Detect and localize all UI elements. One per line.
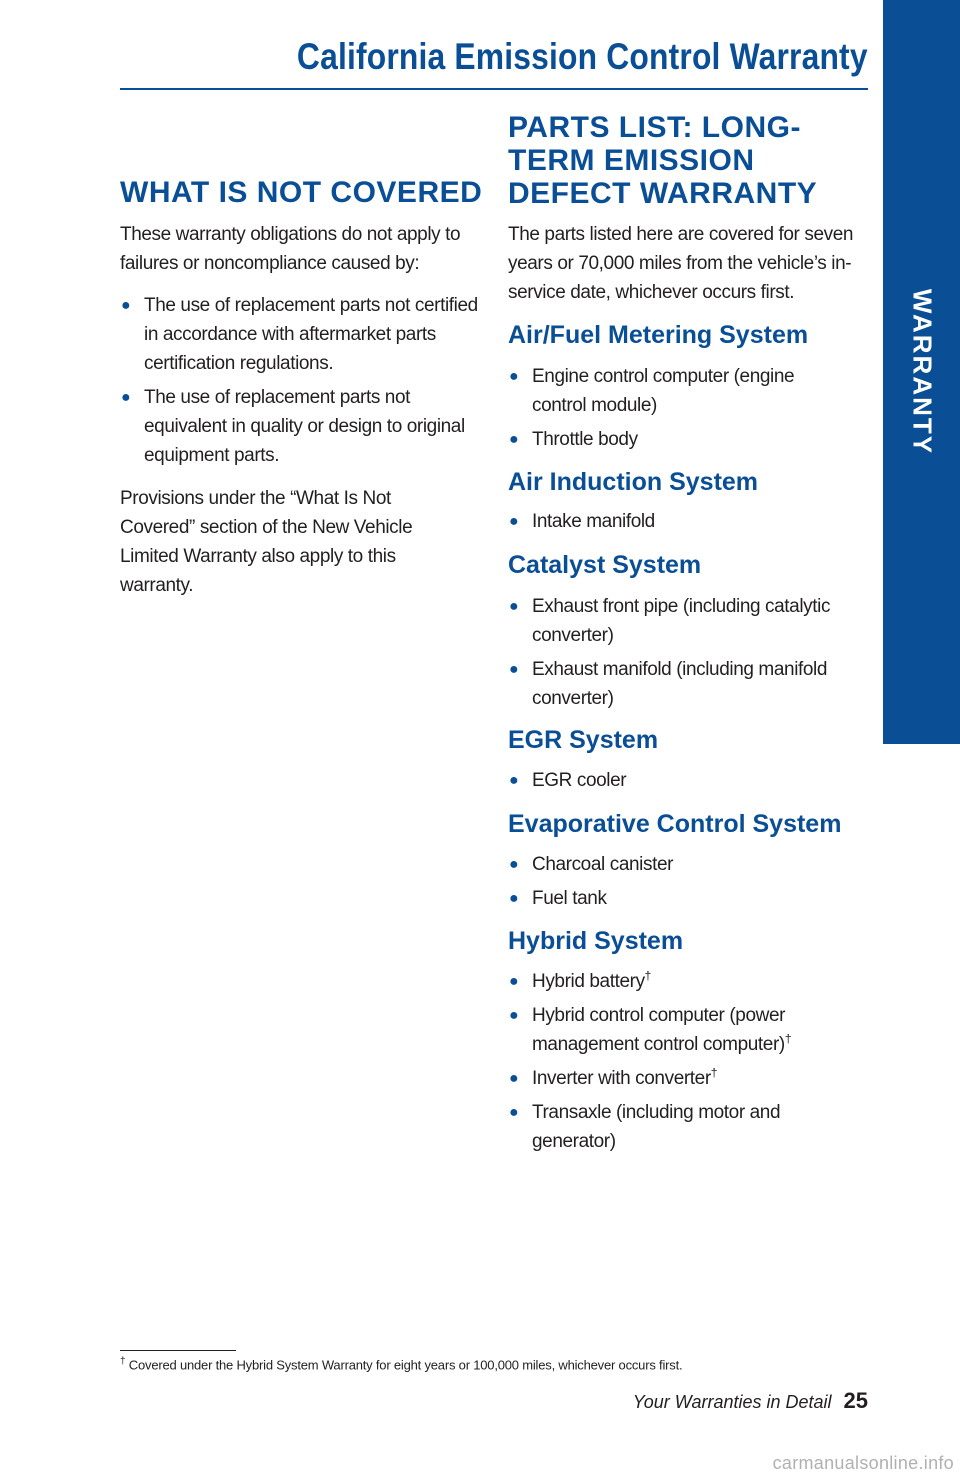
evaporative-control-heading: Evaporative Control System xyxy=(508,810,842,838)
footnote-text: Covered under the Hybrid System Warranty for eight years or 100,000 miles, whichever occurs first. xyxy=(128,1357,683,1373)
watermark: carmanualsonline.info xyxy=(772,1453,954,1473)
bullet-icon: ● xyxy=(509,856,519,873)
hybrid-system-heading: Hybrid System xyxy=(508,927,684,955)
bullet-icon: ● xyxy=(121,297,131,314)
bullet-icon: ● xyxy=(509,890,519,907)
bullet-icon: ● xyxy=(509,1007,519,1024)
air-fuel-metering-heading: Air/Fuel Metering System xyxy=(508,321,809,349)
hybrid-system-list xyxy=(508,967,828,1156)
egr-system-heading: EGR System xyxy=(508,726,659,754)
bullet-icon: ● xyxy=(509,513,519,530)
air-fuel-metering-list xyxy=(508,362,848,454)
dagger-mark: † xyxy=(710,1065,718,1080)
list-item: ● Inverter with converter† xyxy=(508,1064,828,1093)
air-induction-heading: Air Induction System xyxy=(508,468,759,496)
dagger-mark: † xyxy=(644,968,651,983)
bullet-icon: ● xyxy=(509,1070,519,1087)
page-footer xyxy=(633,1388,868,1414)
side-tab-label: WARRANTY xyxy=(907,288,937,456)
list-item: ● Charcoal canister xyxy=(508,850,848,879)
dagger-mark: † xyxy=(784,1031,792,1046)
egr-system-list xyxy=(508,766,848,795)
list-item: ● Transaxle (including motor and generator) xyxy=(508,1098,828,1156)
bullet-icon: ● xyxy=(509,973,519,990)
list-item: ● The use of replacement parts not equivalent in quality or design to original equipment parts. xyxy=(120,383,482,470)
list-item: ● Intake manifold xyxy=(508,507,848,536)
list-item: ● Hybrid battery† xyxy=(508,967,828,996)
bullet-icon: ● xyxy=(509,598,519,615)
bullet-icon: ● xyxy=(509,431,519,448)
not-covered-intro: These warranty obligations do not apply to failures or noncompliance caused by: xyxy=(120,224,461,274)
bullet-icon: ● xyxy=(509,772,519,789)
catalyst-system-list xyxy=(508,592,858,713)
side-tab xyxy=(883,0,960,744)
list-item: ● The use of replacement parts not certified in accordance with aftermarket parts certification regulations. xyxy=(120,291,482,378)
not-covered-closing: Provisions under the “What Is Not Covered” section of the New Vehicle Limited Warranty also apply to this warranty. xyxy=(120,488,413,596)
parts-list-intro: The parts listed here are covered for seven years or 70,000 miles from the vehicle’s in-service date, whichever occurs first. xyxy=(508,224,854,303)
footer-caption: Your Warranties in Detail xyxy=(632,1392,832,1412)
list-item: ● Throttle body xyxy=(508,425,848,454)
list-item: ● Hybrid control computer (power management control computer)† xyxy=(508,1001,828,1059)
footnote-mark: † xyxy=(120,1356,126,1367)
title-rule xyxy=(120,88,868,90)
list-item: ● Engine control computer (engine control module) xyxy=(508,362,848,420)
footnote-rule xyxy=(120,1350,236,1351)
what-is-not-covered-heading: WHAT IS NOT COVERED xyxy=(120,176,483,209)
catalyst-system-heading: Catalyst System xyxy=(508,551,702,579)
bullet-icon: ● xyxy=(121,389,131,406)
not-covered-list xyxy=(120,291,482,470)
bullet-icon: ● xyxy=(509,661,519,678)
page-number: 25 xyxy=(843,1388,868,1413)
air-induction-list xyxy=(508,507,848,536)
list-item: ● Exhaust manifold (including manifold converter) xyxy=(508,655,858,713)
bullet-icon: ● xyxy=(509,1104,519,1121)
list-item: ● EGR cooler xyxy=(508,766,848,795)
footnote xyxy=(120,1356,682,1372)
bullet-icon: ● xyxy=(509,368,519,385)
evaporative-control-list xyxy=(508,850,848,913)
page-title: California Emission Control Warranty xyxy=(297,36,868,77)
list-item: ● Fuel tank xyxy=(508,884,848,913)
list-item: ● Exhaust front pipe (including catalytic converter) xyxy=(508,592,858,650)
parts-list-heading: PARTS LIST: LONG-TERM EMISSION DEFECT WARRANTY xyxy=(508,111,818,210)
